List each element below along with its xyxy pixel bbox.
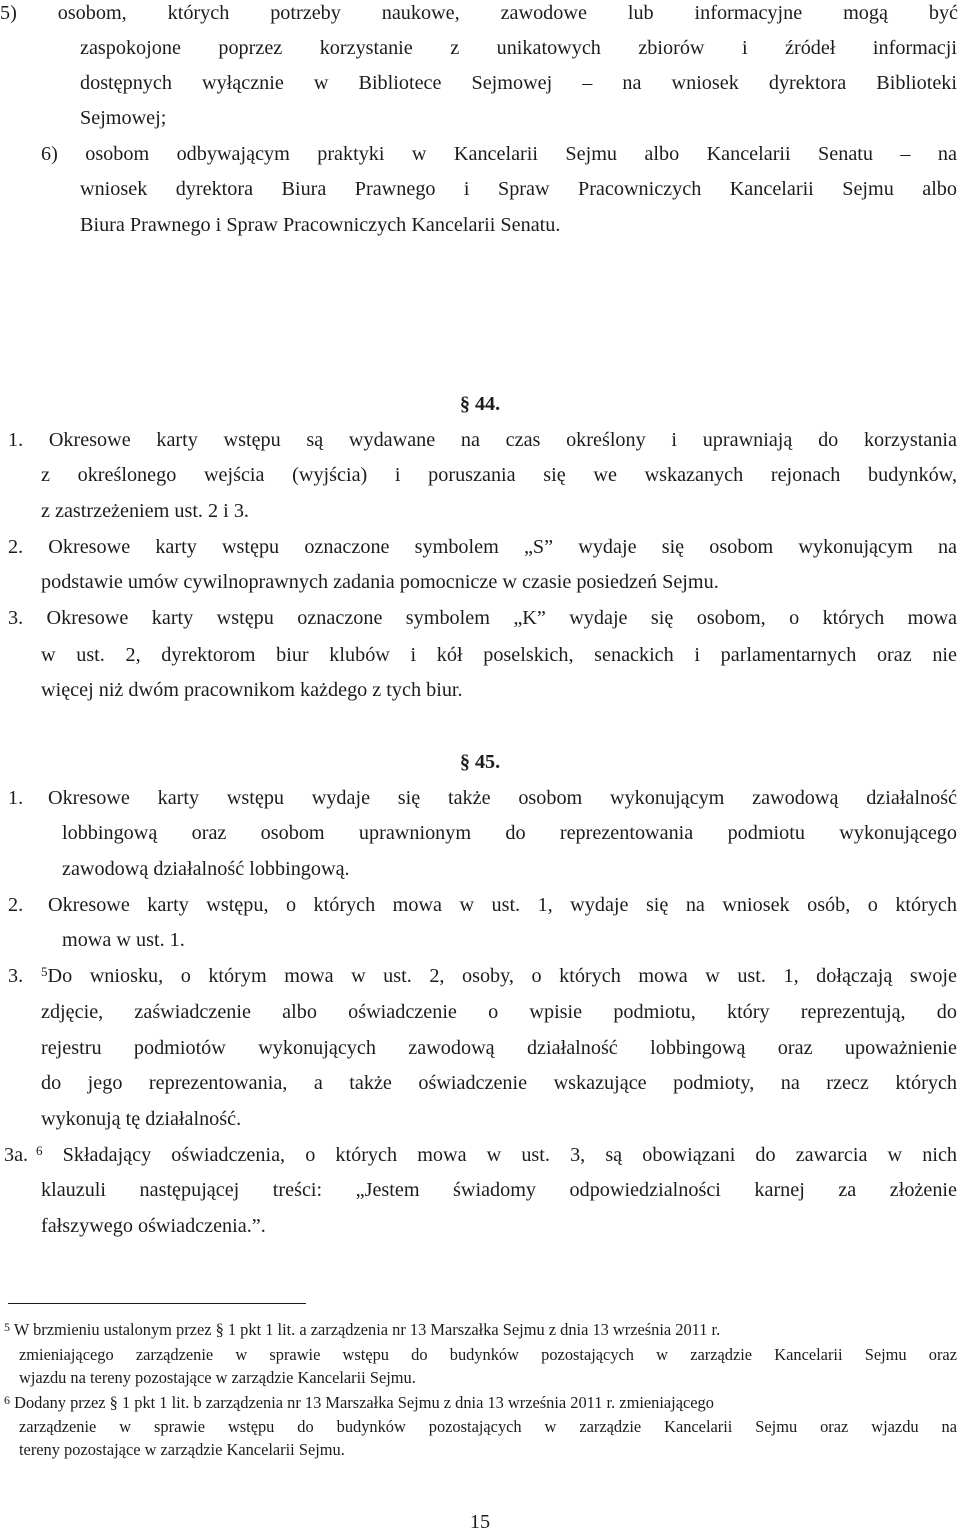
footnote-6-line: tereny pozostające w zarządzie Kancelarii Sejmu. bbox=[19, 1440, 345, 1459]
section-45-paragraph-3-text: Do wniosku, o którym mowa w ust. 2, osoby, o których mowa w ust. 1, dołączają swoje bbox=[47, 965, 957, 987]
section-45-paragraph-1: zawodową działalność lobbingową. bbox=[62, 858, 350, 880]
section-45-paragraph-3: rejestru podmiotów wykonujących zawodową działalność lobbingową oraz upoważnienie bbox=[41, 1037, 957, 1059]
section-45-paragraph-3a: klauzuli następującej treści: „Jestem świadomy odpowiedzialności karnej za złożenie bbox=[41, 1179, 957, 1201]
footnote-5-line: wjazdu na tereny pozostające w zarządzie Kancelarii Sejmu. bbox=[19, 1368, 416, 1387]
item-5-line: 5) osobom, których potrzeby naukowe, zawodowe lub informacyjne mogą być bbox=[0, 2, 958, 24]
section-45-paragraph-3: zdjęcie, zaświadczenie albo oświadczenie o wpisie podmiotu, który reprezentują, do bbox=[41, 1001, 957, 1023]
section-45-paragraph-3a-text: Składający oświadczenia, o których mowa w ust. 3, są obowiązani do zawarcia w nich bbox=[62, 1144, 957, 1166]
section-45-paragraph-3-number: 3. bbox=[8, 965, 24, 987]
item-6-line: 6) osobom odbywającym praktyki w Kancelarii Sejmu albo Kancelarii Senatu – na bbox=[41, 143, 957, 165]
section-45-paragraph-1: lobbingową oraz osobom uprawnionym do reprezentowania podmiotu wykonującego bbox=[62, 822, 957, 844]
section-44-paragraph-2: 2. Okresowe karty wstępu oznaczone symbolem „S” wydaje się osobom wykonującym na bbox=[8, 536, 957, 558]
section-45-paragraph-1: Okresowe karty wstępu wydaje się także osobom wykonującym zawodową działalność bbox=[48, 787, 957, 809]
footnote-5-line: zmieniającego zarządzenie w sprawie wstępu do budynków pozostających w zarządzie Kancelarii Sejmu oraz bbox=[19, 1345, 957, 1364]
section-44-paragraph-3: w ust. 2, dyrektorom biur klubów i kół poselskich, senackich i parlamentarnych oraz nie bbox=[41, 644, 957, 666]
section-44-paragraph-1: z określonego wejścia (wyjścia) i poruszania się we wskazanych rejonach budynków, bbox=[41, 464, 957, 486]
page-number: 15 bbox=[469, 1511, 491, 1533]
section-44-paragraph-1: z zastrzeżeniem ust. 2 i 3. bbox=[41, 500, 249, 522]
item-6-line: Biura Prawnego i Spraw Pracowniczych Kancelarii Senatu. bbox=[80, 214, 561, 236]
section-44-paragraph-1: 1. Okresowe karty wstępu są wydawane na czas określony i uprawniają do korzystania bbox=[8, 429, 957, 451]
section-45-paragraph-3 bbox=[41, 958, 957, 994]
footnote-6 bbox=[4, 1391, 957, 1415]
footnote-6-text: Dodany przez § 1 pkt 1 lit. b zarządzenia nr 13 Marszałka Sejmu z dnia 13 września 2011 r. zmieniającego bbox=[14, 1393, 714, 1412]
footnote-separator bbox=[8, 1303, 306, 1304]
footnote-5 bbox=[4, 1318, 957, 1342]
section-45-heading: § 45. bbox=[459, 751, 501, 773]
item-5-line: Sejmowej; bbox=[80, 107, 167, 129]
section-45-paragraph-2: Okresowe karty wstępu, o których mowa w ust. 1, wydaje się na wniosek osób, o których bbox=[48, 894, 957, 916]
footnote-ref-5[interactable]: 5 bbox=[41, 964, 48, 979]
section-45-paragraph-3a-number: 3a. bbox=[4, 1144, 29, 1166]
item-5-line: zaspokojone poprzez korzystanie z unikatowych zbiorów i źródeł informacji bbox=[80, 37, 957, 59]
footnote-5-text: W brzmieniu ustalonym przez § 1 pkt 1 lit. a zarządzenia nr 13 Marszałka Sejmu z dnia 13 września 2011 r. bbox=[13, 1320, 721, 1339]
section-45-paragraph-3a: fałszywego oświadczenia.”. bbox=[41, 1215, 266, 1237]
section-45-paragraph-2-number: 2. bbox=[8, 894, 24, 916]
footnote-5-number: 5 bbox=[4, 1320, 10, 1334]
section-45-paragraph-3a bbox=[36, 1137, 957, 1173]
footnote-6-number: 6 bbox=[4, 1393, 10, 1407]
footnote-6-line: zarządzenie w sprawie wstępu do budynków pozostających w zarządzie Kancelarii Sejmu oraz wjazdu na bbox=[19, 1417, 957, 1436]
section-45-paragraph-3: wykonują tę działalność. bbox=[41, 1108, 242, 1130]
item-5-line: dostępnych wyłącznie w Bibliotece Sejmowej – na wniosek dyrektora Biblioteki bbox=[80, 72, 957, 94]
section-45-paragraph-2: mowa w ust. 1. bbox=[62, 929, 185, 951]
section-45-paragraph-3: do jego reprezentowania, a także oświadczenie wskazujące podmioty, na rzecz których bbox=[41, 1072, 957, 1094]
section-44-heading: § 44. bbox=[459, 393, 501, 415]
section-44-paragraph-3: 3. Okresowe karty wstępu oznaczone symbolem „K” wydaje się osobom, o których mowa bbox=[8, 607, 957, 629]
item-6-line: wniosek dyrektora Biura Prawnego i Spraw Pracowniczych Kancelarii Sejmu albo bbox=[80, 178, 957, 200]
footnote-ref-6[interactable]: 6 bbox=[36, 1143, 43, 1158]
section-44-paragraph-3: więcej niż dwóm pracownikom każdego z tych biur. bbox=[41, 679, 463, 701]
section-45-paragraph-1-number: 1. bbox=[8, 787, 24, 809]
section-44-paragraph-2: podstawie umów cywilnoprawnych zadania pomocnicze w czasie posiedzeń Sejmu. bbox=[41, 571, 719, 593]
